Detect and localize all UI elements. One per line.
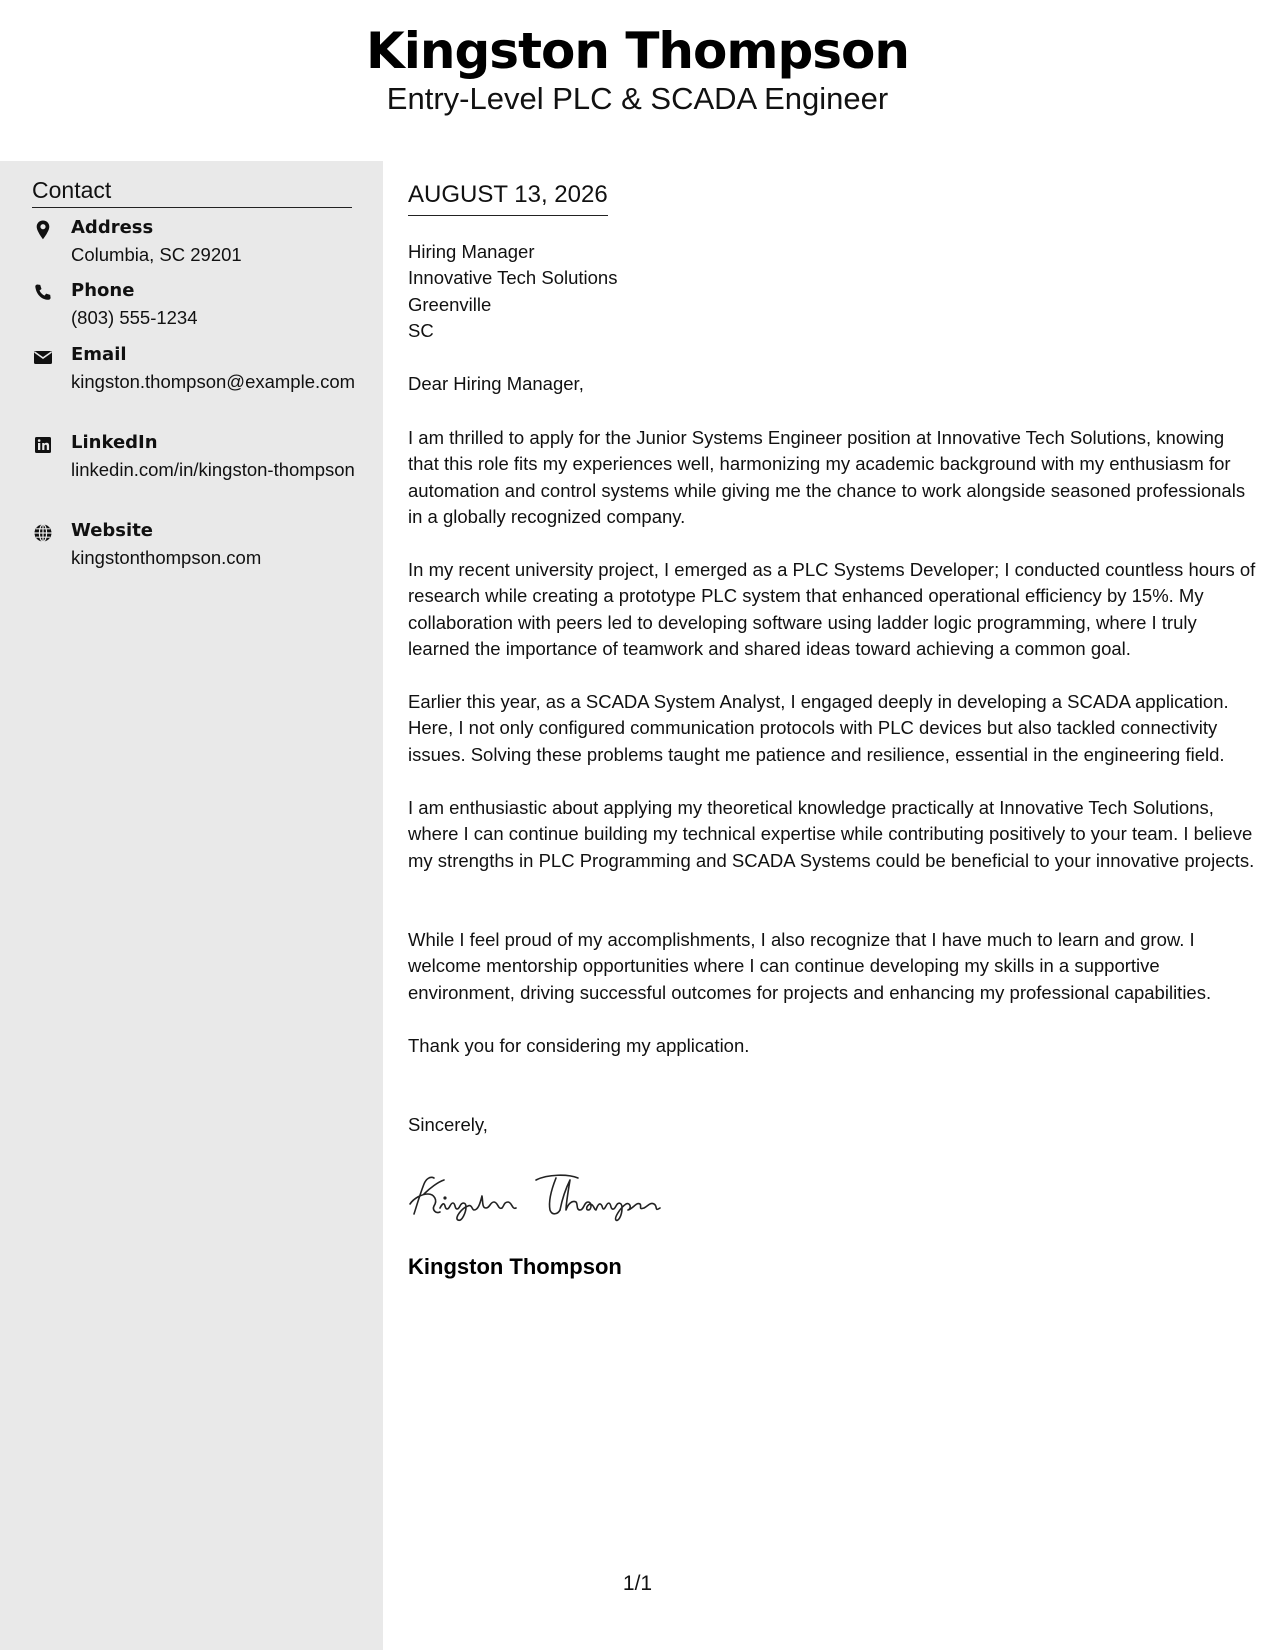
contact-linkedin-value[interactable]: linkedin.com/in/kingston-thompson: [71, 459, 355, 480]
linkedin-icon: [32, 434, 54, 456]
globe-icon: [32, 522, 54, 544]
letter-paragraph: Thank you for considering my application.: [408, 1035, 750, 1056]
recipient-block: [408, 239, 617, 345]
closing: Sincerely,: [408, 1114, 488, 1135]
letter-paragraph: While I feel proud of my accomplishments, I also recognize that I have much to learn and grow. I welcome mentorship opportunities where I can continue developing my skills in a supportive environment, driving successful outcomes for projects and enhancing my professional capabilities.: [408, 929, 1212, 1003]
letter-header: [0, 0, 1275, 160]
contact-website-value[interactable]: kingstonthompson.com: [71, 547, 262, 568]
recipient-line: Innovative Tech Solutions: [408, 267, 618, 289]
letter-paragraph: I am thrilled to apply for the Junior Systems Engineer position at Innovative Tech Solutions, knowing that this role fits my experiences well, harmonizing my academic background with my enthusiasm for automation and control systems while giving me the chance to work alongside seasoned professionals in a globally recognized company.: [408, 427, 1246, 528]
letter-date: AUGUST 13, 2026: [408, 181, 608, 216]
contact-address-label: Address: [71, 217, 154, 238]
handwritten-signature: [408, 1164, 668, 1224]
contact-phone-value: (803) 555-1234: [71, 307, 198, 328]
contact-address-value: Columbia, SC 29201: [71, 244, 242, 265]
contact-email-value[interactable]: kingston.thompson@example.com: [71, 371, 356, 392]
map-pin-icon: [32, 219, 54, 241]
letter-paragraph: In my recent university project, I emerged as a PLC Systems Developer; I conducted countless hours of research while creating a prototype PLC system that enhanced operational efficiency by 15%. My collaboration with peers led to developing software using ladder logic programming, where I truly learned the importance of teamwork and shared ideas toward achieving a common goal.: [408, 559, 1256, 660]
contact-website-label: Website: [71, 520, 154, 541]
contact-section-title: Contact: [32, 177, 352, 208]
applicant-name: Kingston Thompson: [366, 22, 909, 80]
envelope-icon: [32, 346, 54, 368]
applicant-role: Entry-Level PLC & SCADA Engineer: [386, 81, 889, 116]
contact-sidebar: [0, 161, 383, 1650]
contact-email-label: Email: [71, 344, 127, 365]
signer-name: Kingston Thompson: [408, 1254, 622, 1279]
page-number: 1/1: [622, 1572, 653, 1595]
contact-phone-label: Phone: [71, 280, 135, 301]
salutation: Dear Hiring Manager,: [408, 373, 584, 394]
recipient-line: SC: [408, 320, 434, 342]
recipient-line: Hiring Manager: [408, 241, 535, 262]
phone-icon: [32, 282, 54, 304]
recipient-line: Greenville: [408, 293, 492, 315]
letter-paragraph: I am enthusiastic about applying my theoretical knowledge practically at Innovative Tech Solutions, where I can continue building my technical expertise while contributing positively to your team. I believe my strengths in PLC Programming and SCADA Systems could be beneficial to your innovative projects.: [408, 797, 1255, 871]
contact-linkedin-label: LinkedIn: [71, 432, 158, 453]
letter-paragraph: Earlier this year, as a SCADA System Analyst, I engaged deeply in developing a SCADA application. Here, I not only configured communication protocols with PLC devices but also tackled connectivity issues. Solving these problems taught me patience and resilience, essential in the engineering field.: [408, 691, 1229, 765]
